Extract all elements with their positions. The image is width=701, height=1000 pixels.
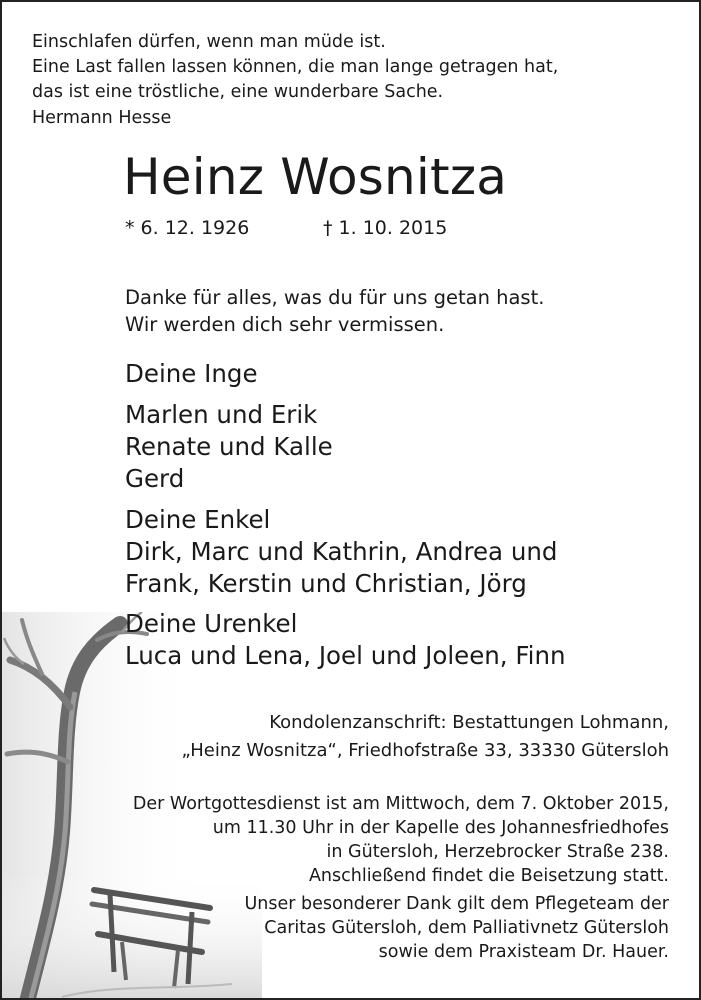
gratitude-line: Unser besonderer Dank gilt dem Pflegeteam der xyxy=(244,894,669,914)
grandchildren-line: Frank, Kerstin und Christian, Jörg xyxy=(125,569,527,598)
family-wife: Deine Inge xyxy=(125,359,258,388)
service-line: Anschließend findet die Beisetzung statt. xyxy=(308,866,669,886)
family-children xyxy=(125,399,685,495)
condolence-line: „Heinz Wosnitza“, Friedhofstraße 33, 33330 Gütersloh xyxy=(181,740,669,761)
epigraph xyxy=(32,30,682,131)
service-line: in Gütersloh, Herzebrocker Straße 238. xyxy=(326,842,669,862)
thanks-message xyxy=(125,284,665,338)
condolence-address xyxy=(182,709,669,765)
grandchildren-line: Dirk, Marc und Kathrin, Andrea und xyxy=(125,537,558,566)
grandchildren-heading: Deine Enkel xyxy=(125,505,271,534)
gratitude-line: Caritas Gütersloh, dem Palliativnetz Gütersloh xyxy=(264,918,669,938)
great-grandchildren-heading: Deine Urenkel xyxy=(125,609,298,638)
gratitude-note xyxy=(244,892,669,964)
family-grandchildren xyxy=(125,504,685,600)
epigraph-line: Eine Last fallen lassen können, die man lange getragen hat, xyxy=(32,57,559,77)
deceased-name: Heinz Wosnitza xyxy=(123,148,508,206)
epigraph-line: das ist eine tröstliche, eine wunderbare Sache. xyxy=(32,82,444,102)
condolence-line: Kondolenzanschrift: Bestattungen Lohmann, xyxy=(269,712,669,733)
service-info xyxy=(133,792,669,888)
great-grandchildren-line: Luca und Lena, Joel und Joleen, Finn xyxy=(125,641,566,670)
family-child: Gerd xyxy=(125,464,185,493)
family-child: Marlen und Erik xyxy=(125,400,318,429)
gratitude-line: sowie dem Praxisteam Dr. Hauer. xyxy=(378,942,669,962)
thanks-line: Wir werden dich sehr vermissen. xyxy=(125,313,445,336)
thanks-line: Danke für alles, was du für uns getan hast. xyxy=(125,286,545,309)
epigraph-author: Hermann Hesse xyxy=(32,108,172,128)
birth-date: * 6. 12. 1926 xyxy=(125,217,250,239)
family-child: Renate und Kalle xyxy=(125,432,333,461)
epigraph-line: Einschlafen dürfen, wenn man müde ist. xyxy=(32,32,386,52)
death-date: † 1. 10. 2015 xyxy=(323,217,448,239)
service-line: Der Wortgottesdienst ist am Mittwoch, dem 7. Oktober 2015, xyxy=(132,794,669,814)
service-line: um 11.30 Uhr in der Kapelle des Johannesfriedhofes xyxy=(212,818,669,838)
family-great-grandchildren xyxy=(125,608,685,672)
